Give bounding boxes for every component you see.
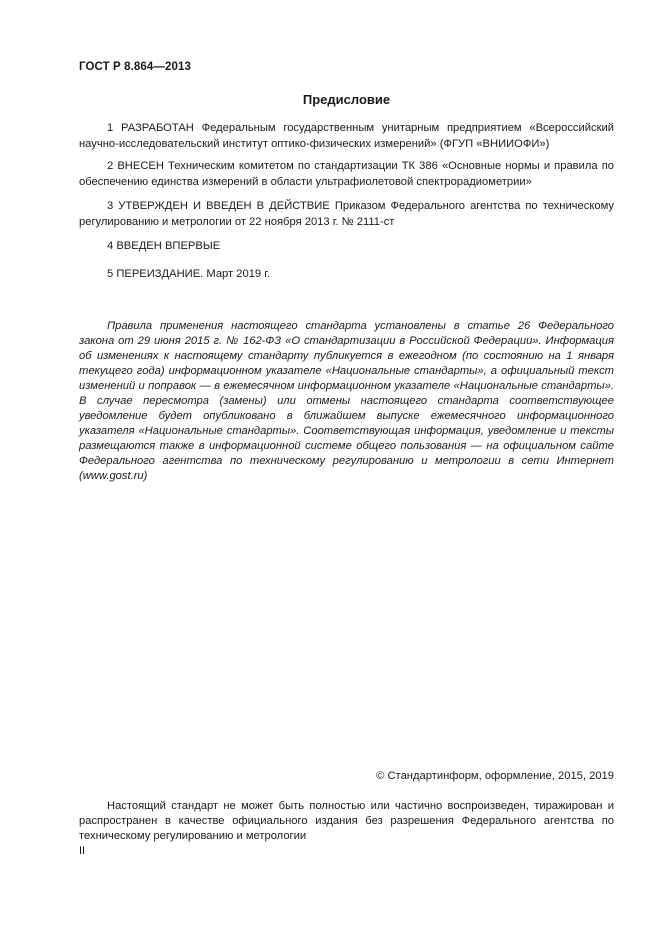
foreword-item-1: 1 РАЗРАБОТАН Федеральным государственным унитарным предприятием «Всероссийский научно-исследовательский институт оптико-физических измерений» (ФГУП «ВНИИОФИ») (79, 122, 614, 150)
foreword-item-2: 2 ВНЕСЕН Техническим комитетом по стандартизации ТК 386 «Основные нормы и правила по обеспечению единства измерений в области ультрафиолетовой спектрорадиометрии» (79, 160, 614, 188)
document-code: ГОСТ Р 8.864—2013 (79, 61, 191, 73)
foreword-item-3: 3 УТВЕРЖДЕН И ВВЕДЕН В ДЕЙСТВИЕ Приказом Федерального агентства по техническому регулированию и метрологии от 22 ноября 2013 г. № 2111-ст (79, 200, 614, 228)
copyright-line: © Стандартинформ, оформление, 2015, 2019 (376, 770, 614, 782)
standard-usage-notice: Правила применения настоящего стандарта установлены в статье 26 Федерального закона от 29 июня 2015 г. № 162-ФЗ «О стандартизации в Российской Федерации». Информация об изменениях к настоящему стандарту публикуется в ежегодном (по состоянию на 1 января текущего года) информационном указателе «Национальные стандарты», а официальный текст изменений и поправок — в ежемесячном информационном указателе «Национальные стандарты». В случае пересмотра (замены) или отмены настоящего стандарта соответствующее уведомление будет опубликовано в ближайшем выпуске ежемесячного информационного указателя «Национальные стандарты». Соответствующая информация, уведомление и тексты размещаются также в информационной системе общего пользования — на официальном сайте Федерального агентства по техническому регулированию и метрологии в сети Интернет (www.gost.ru) (79, 320, 614, 482)
page-number: II (79, 845, 86, 857)
page-title: Предисловие (302, 92, 391, 107)
reproduction-notice: Настоящий стандарт не может быть полностью или частично воспроизведен, тиражирован и распространен в качестве официального издания без разрешения Федерального агентства по техническому регулированию и метрологии (79, 800, 614, 842)
foreword-item-4: 4 ВВЕДЕН ВПЕРВЫЕ (107, 240, 221, 252)
foreword-item-5: 5 ПЕРЕИЗДАНИЕ. Март 2019 г. (107, 268, 271, 280)
